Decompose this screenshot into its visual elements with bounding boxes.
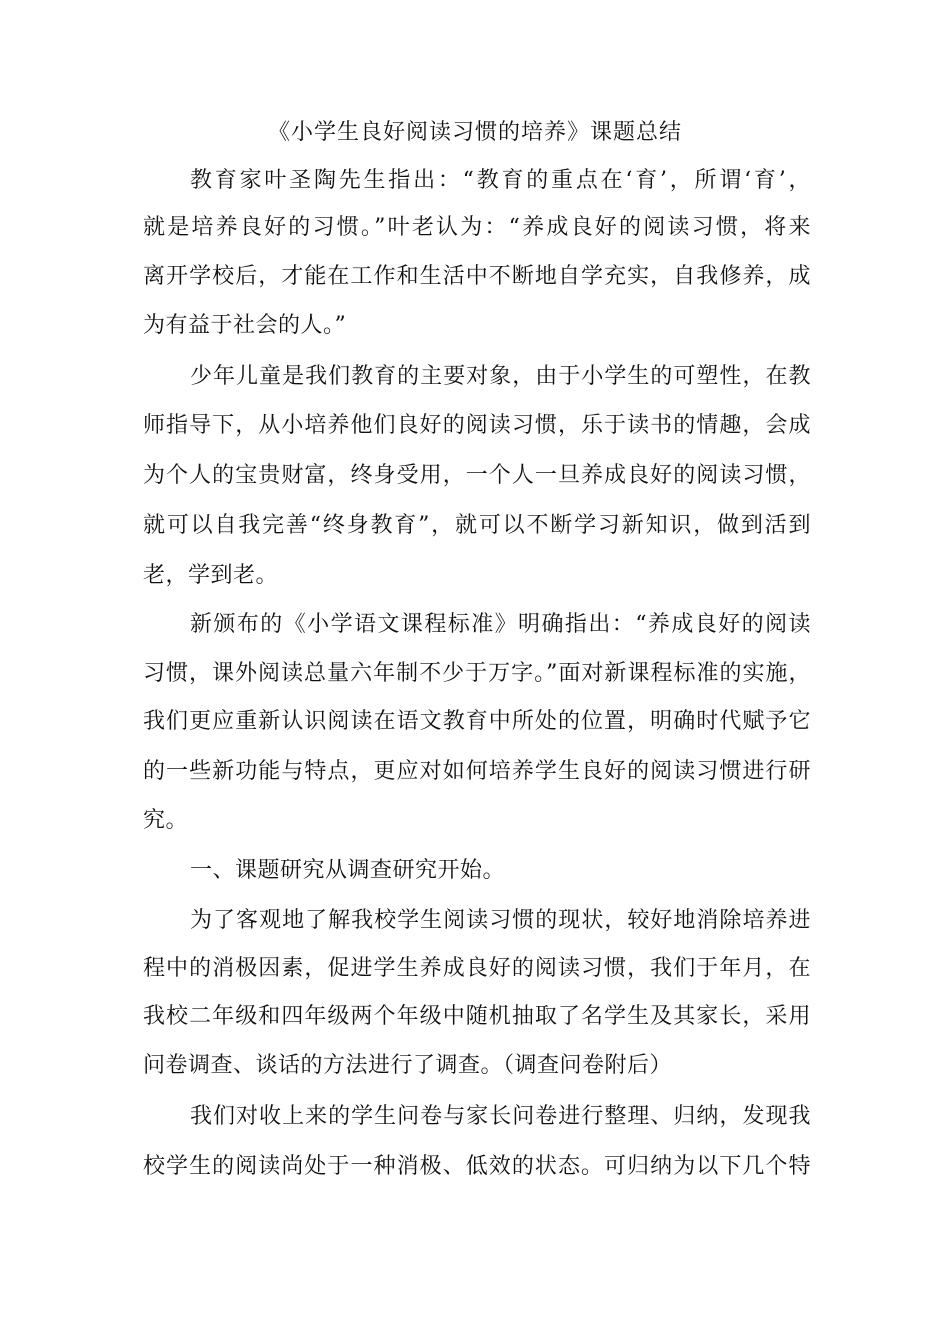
paragraph-1-line-1: 教育家叶圣陶先生指出：“教育的重点在‘育’，所谓‘育’， [190,168,811,193]
paragraph-1-line-3: 离开学校后，才能在工作和生活中不断地自学充实，自我修养，成 [143,264,811,289]
paragraph-4-line-3: 我校二年级和四年级两个年级中随机抽取了名学生及其家长，采用 [143,1004,811,1029]
paragraph-3-line-4: 的一些新功能与特点，更应对如何培养学生良好的阅读习惯进行研 [143,759,811,784]
paragraph-4-line-4: 问卷调查、谈话的方法进行了调查。（调查问卷附后） [143,1053,673,1078]
paragraph-2-line-3: 为个人的宝贵财富，终身受用，一个人一旦养成良好的阅读习惯， [143,463,811,488]
paragraph-3-line-3: 我们更应重新认识阅读在语文教育中所处的位置，明确时代赋予它 [143,709,811,734]
document-title: 《小学生良好阅读习惯的培养》课题总结 [267,120,682,145]
paragraph-5-line-1: 我们对收上来的学生问卷与家长问卷进行整理、归纳，发现我 [190,1104,811,1129]
paragraph-4-line-2: 程中的消极因素，促进学生养成良好的阅读习惯，我们于年月，在 [143,956,811,981]
paragraph-1-line-4: 为有益于社会的人。” [143,313,347,338]
paragraph-2-line-2: 师指导下，从小培养他们良好的阅读习惯，乐于读书的情趣，会成 [143,413,811,438]
paragraph-3-line-5: 究。 [143,808,189,833]
section-heading-1: 一、课题研究从调查研究开始。 [190,858,506,883]
paragraph-4-line-1: 为了客观地了解我校学生阅读习惯的现状，较好地消除培养进 [190,908,811,933]
paragraph-2-line-4: 就可以自我完善“终身教育”，就可以不断学习新知识，做到活到 [143,513,811,538]
paragraph-3-line-2: 习惯，课外阅读总量六年制不少于万字。”面对新课程标准的实施， [143,661,811,686]
paragraph-3-line-1: 新颁布的《小学语文课程标准》明确指出：“养成良好的阅读 [190,612,811,637]
paragraph-1-line-2: 就是培养良好的习惯。”叶老认为：“养成良好的阅读习惯，将来 [143,215,811,240]
paragraph-5-line-2: 校学生的阅读尚处于一种消极、低效的状态。可归纳为以下几个特 [143,1154,811,1179]
paragraph-2-line-5: 老，学到老。 [143,563,279,588]
paragraph-2-line-1: 少年儿童是我们教育的主要对象，由于小学生的可塑性，在教 [190,364,811,389]
